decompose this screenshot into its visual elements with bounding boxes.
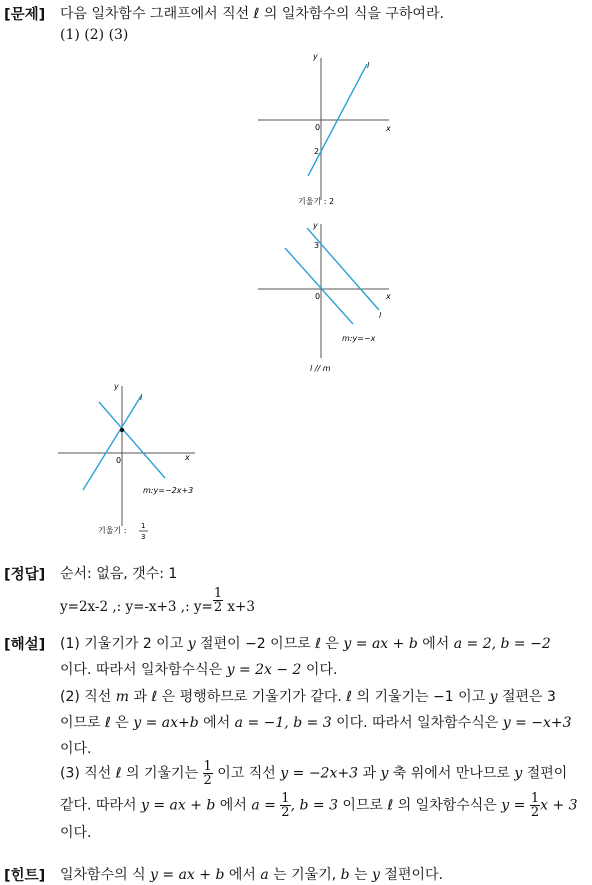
graph-2-intercept: 3 [314,241,320,250]
graph-1-intercept: 2 [314,147,320,156]
hint-tag: [힌트] [4,868,46,884]
text-span: 절편이다. [379,867,443,883]
math-y: y [187,636,196,652]
problem-statement: 다음 일차함수 그래프에서 직선 ℓ 의 일차함수의 식을 구하여라. [60,6,444,22]
text-span: 축 위에서 만나므로 [388,765,515,782]
graph-2-line-m [285,248,353,324]
fraction-den: 2 [530,805,540,820]
math-y: y [514,765,523,782]
explanation-p1-line-2 [60,659,337,679]
graph-3-intersection-point [120,428,124,432]
text-span: 이므로 ℓ 은 [60,715,134,731]
answer-line-2 [60,580,255,615]
fraction-half [203,760,213,787]
math-a-1-b-3: a = −1, b = 3 [234,715,332,731]
math-y-ax-b: y = ax + b [140,797,216,814]
graph-3-x-label: x [185,453,190,462]
math-y-ax-b: y = ax+b [133,715,199,731]
explanation-p2-line-1 [60,686,556,706]
text-span: 에서 [417,636,454,652]
text-span: 에서 [215,797,252,814]
text-span: 같다. 따라서 [60,797,141,814]
text-span: 이다. [301,662,338,678]
explanation-p1-line-1 [60,633,551,653]
graph-3-caption: 기울기 : [98,526,127,535]
explanation-tag: [해설] [4,637,46,653]
problem-parts: (1) (2) (3) [60,27,129,43]
graph-2 [255,218,395,378]
graph-1-y-label: y [313,52,318,61]
math-y-2x-2: y = 2x − 2 [226,662,302,678]
answer-fraction-den: 2 [213,600,223,615]
graph-3-line-label: l [140,393,143,402]
math-b: b [340,867,350,883]
graph-2-line-label: l [379,311,382,320]
text-span: 과 [358,765,381,782]
text-span: 이므로 ℓ 의 일차함수식은 [337,797,502,814]
hint-text [60,864,443,884]
graph-3-origin: 0 [116,456,122,465]
graph-1 [255,50,395,210]
graph-2-m-label: m:y=−x [342,334,376,343]
math-x-3: x + 3 [540,797,578,814]
text-span: (3) 직선 ℓ 의 기울기는 [60,765,203,782]
graph-1-caption: 기울기 : 2 [298,197,335,206]
graph-1-x-label: x [386,124,391,133]
graph-3-caption-num: 1 [141,522,146,530]
fraction-num: 1 [281,791,290,806]
fraction-half [530,792,540,819]
text-span: 에서 [198,715,235,731]
text-span: 절편은 3 [497,689,556,705]
text-span: 는 기울기, [268,867,341,883]
answer-fraction-num: 1 [213,586,223,601]
text-span: 에서 [224,867,261,883]
math-y-eq: y = [501,797,530,814]
problem-tag: [문제] [4,7,46,23]
text-span: 일차함수의 식 [60,867,151,883]
graph-1-line-label: l [367,61,370,70]
text-span: 이다. 따라서 일차함수식은 [60,662,227,678]
fraction-num: 1 [203,759,212,774]
answer-equation-tail: x+3 [223,599,255,615]
math-y-x-3: y = −x+3 [502,715,572,731]
text-span: (1) 기울기가 2 이고 [60,636,188,652]
text-span: 는 [349,867,373,883]
answer-fraction [213,587,223,614]
text-span: 이다. 따라서 일차함수식은 [331,715,503,731]
fraction-den: 2 [203,773,212,788]
graph-2-x-label: x [386,292,391,301]
text-span: (2) 직선 [60,689,116,705]
text-span: 절편이 [522,765,568,782]
explanation-p3-line-3: 이다. [60,825,92,841]
math-a2-b-2: a = 2, b = −2 [453,636,551,652]
math-y: y [489,689,498,705]
graph-2-caption: l // m [310,364,331,373]
math-y-2x-3: y = −2x+3 [280,765,358,782]
answer-equations: y=2x-2 ,: y=-x+3 ,: y= [60,599,213,615]
math-b-eq-3: , b = 3 [290,797,338,814]
graph-2-y-label: y [313,221,318,230]
math-y: y [380,765,389,782]
fraction-num: 1 [530,791,540,806]
explanation-p3-line-2 [60,792,578,819]
graph-3-line-m [99,402,165,478]
graph-3-m-label: m:y=−2x+3 [143,486,194,495]
graph-3-y-label: y [114,382,119,391]
fraction-half [280,792,290,819]
math-a-eq: a = [251,797,281,814]
math-m: m [115,689,130,705]
fraction-den: 2 [281,805,290,820]
explanation-p2-line-3: 이다. [60,741,92,757]
math-y-ax-b: y = ax + b [343,636,418,652]
math-a: a [260,867,269,883]
text-span: 과 ℓ 은 평행하므로 기울기가 같다. ℓ 의 기울기는 −1 이고 [129,689,490,705]
answer-tag: [정답] [4,567,46,583]
graph-2-origin: 0 [315,292,321,301]
graph-3 [55,380,205,550]
math-y-ax-b: y = ax + b [150,867,225,883]
explanation-p2-line-2 [60,712,572,732]
answer-line-1: 순서: 없음, 갯수: 1 [60,566,178,582]
graph-1-origin: 0 [315,123,321,132]
explanation-p3-line-1 [60,760,567,787]
text-span: 이고 직선 [212,765,281,782]
graph-3-line-l [83,396,141,490]
graph-3-caption-den: 3 [141,533,146,541]
math-y: y [372,867,380,883]
text-span: 절편이 −2 이므로 ℓ 은 [195,636,344,652]
